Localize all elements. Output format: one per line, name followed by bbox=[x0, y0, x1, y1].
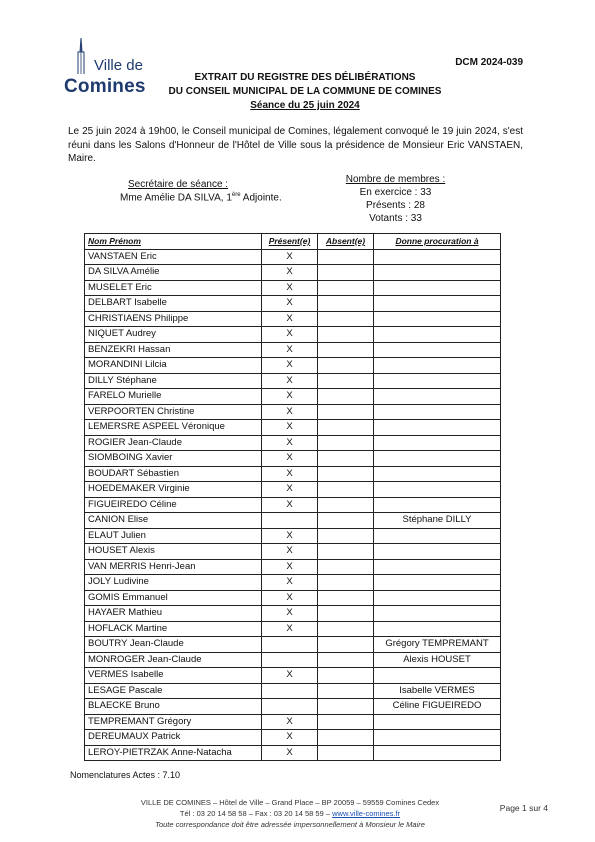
cell-name: BENZEKRI Hassan bbox=[85, 342, 262, 358]
cell-name: JOLY Ludivine bbox=[85, 575, 262, 591]
cell-procuration bbox=[374, 327, 501, 343]
cell-procuration bbox=[374, 311, 501, 327]
header-absent: Absent(e) bbox=[318, 234, 374, 250]
deliberation-reference: DCM 2024-039 bbox=[455, 57, 523, 68]
cell-present: X bbox=[262, 327, 318, 343]
table-row bbox=[85, 730, 501, 746]
cell-present: X bbox=[262, 497, 318, 513]
cell-absent bbox=[318, 327, 374, 343]
table-row bbox=[85, 668, 501, 684]
cell-name: LEMERSRE ASPEEL Véronique bbox=[85, 420, 262, 436]
cell-present: X bbox=[262, 404, 318, 420]
cell-absent bbox=[318, 435, 374, 451]
cell-present: X bbox=[262, 528, 318, 544]
cell-name: VERPOORTEN Christine bbox=[85, 404, 262, 420]
cell-name: VERMES Isabelle bbox=[85, 668, 262, 684]
cell-absent bbox=[318, 606, 374, 622]
members-present: Présents : 28 bbox=[366, 200, 425, 211]
table-row bbox=[85, 683, 501, 699]
cell-absent bbox=[318, 342, 374, 358]
cell-name: FIGUEIREDO Céline bbox=[85, 497, 262, 513]
cell-procuration bbox=[374, 358, 501, 374]
table-row bbox=[85, 699, 501, 715]
cell-name: DA SILVA Amélie bbox=[85, 265, 262, 281]
cell-absent bbox=[318, 280, 374, 296]
secretary-name: Mme Amélie DA SILVA, 1ère Adjointe. bbox=[120, 192, 282, 204]
cell-present bbox=[262, 699, 318, 715]
cell-procuration bbox=[374, 389, 501, 405]
table-row bbox=[85, 637, 501, 653]
cell-procuration bbox=[374, 497, 501, 513]
table-row bbox=[85, 482, 501, 498]
table-row bbox=[85, 590, 501, 606]
cell-name: BOUDART Sébastien bbox=[85, 466, 262, 482]
cell-present: X bbox=[262, 621, 318, 637]
cell-absent bbox=[318, 668, 374, 684]
cell-present: X bbox=[262, 482, 318, 498]
cell-name: DEREUMAUX Patrick bbox=[85, 730, 262, 746]
cell-name: ELAUT Julien bbox=[85, 528, 262, 544]
cell-absent bbox=[318, 373, 374, 389]
cell-name: MONROGER Jean-Claude bbox=[85, 652, 262, 668]
attendance-header-row bbox=[85, 234, 501, 250]
table-row bbox=[85, 606, 501, 622]
ville-de-comines-logo bbox=[64, 38, 150, 96]
header-procuration: Donne procuration à bbox=[374, 234, 501, 250]
cell-procuration bbox=[374, 590, 501, 606]
cell-name: HOEDEMAKER Virginie bbox=[85, 482, 262, 498]
cell-present: X bbox=[262, 714, 318, 730]
cell-name: MORANDINI Lilcia bbox=[85, 358, 262, 374]
table-row bbox=[85, 528, 501, 544]
document-title-line1: EXTRAIT DU REGISTRE DES DÉLIBÉRATIONS bbox=[194, 72, 416, 83]
cell-procuration bbox=[374, 466, 501, 482]
table-row bbox=[85, 466, 501, 482]
table-row bbox=[85, 420, 501, 436]
cell-name: GOMIS Emmanuel bbox=[85, 590, 262, 606]
table-row bbox=[85, 327, 501, 343]
table-row bbox=[85, 559, 501, 575]
cell-present: X bbox=[262, 311, 318, 327]
table-row bbox=[85, 497, 501, 513]
cell-name: HOFLACK Martine bbox=[85, 621, 262, 637]
cell-procuration bbox=[374, 575, 501, 591]
cell-absent bbox=[318, 621, 374, 637]
cell-name: MUSELET Eric bbox=[85, 280, 262, 296]
cell-present: X bbox=[262, 389, 318, 405]
table-row bbox=[85, 652, 501, 668]
table-row bbox=[85, 296, 501, 312]
table-row bbox=[85, 342, 501, 358]
cell-procuration bbox=[374, 420, 501, 436]
table-row bbox=[85, 373, 501, 389]
cell-absent bbox=[318, 714, 374, 730]
cell-present: X bbox=[262, 466, 318, 482]
cell-absent bbox=[318, 296, 374, 312]
cell-absent bbox=[318, 265, 374, 281]
table-row bbox=[85, 435, 501, 451]
footer-contact: Tél : 03 20 14 58 58 – Fax : 03 20 14 58 59 – www.ville-comines.fr bbox=[179, 809, 401, 818]
secretary-label: Secrétaire de séance : bbox=[128, 179, 229, 190]
cell-procuration bbox=[374, 559, 501, 575]
members-voting: Votants : 33 bbox=[369, 213, 422, 224]
cell-absent bbox=[318, 466, 374, 482]
cell-procuration bbox=[374, 606, 501, 622]
cell-procuration bbox=[374, 265, 501, 281]
cell-name: HOUSET Alexis bbox=[85, 544, 262, 560]
cell-present: X bbox=[262, 451, 318, 467]
cell-name: LEROY-PIETRZAK Anne-Natacha bbox=[85, 745, 262, 761]
members-in-office: En exercice : 33 bbox=[359, 187, 432, 198]
cell-absent bbox=[318, 559, 374, 575]
cell-name: BLAECKE Bruno bbox=[85, 699, 262, 715]
cell-present: X bbox=[262, 668, 318, 684]
members-label: Nombre de membres : bbox=[345, 174, 446, 185]
cell-procuration: Céline FIGUEIREDO bbox=[374, 699, 501, 715]
table-row bbox=[85, 575, 501, 591]
cell-absent bbox=[318, 544, 374, 560]
cell-present: X bbox=[262, 606, 318, 622]
cell-name: DELBART Isabelle bbox=[85, 296, 262, 312]
cell-absent bbox=[318, 730, 374, 746]
cell-absent bbox=[318, 249, 374, 265]
intro-paragraph: Le 25 juin 2024 à 19h00, le Conseil municipal de Comines, légalement convoqué le 19 juin 2024, s'est réuni dans les Salons d'Honneur de l'Hôtel de Ville sous la présidence de Monsieur Eric VANSTAEN, Maire. bbox=[68, 126, 523, 164]
cell-absent bbox=[318, 699, 374, 715]
table-row bbox=[85, 451, 501, 467]
cell-absent bbox=[318, 683, 374, 699]
cell-name: VAN MERRIS Henri-Jean bbox=[85, 559, 262, 575]
cell-absent bbox=[318, 652, 374, 668]
cell-absent bbox=[318, 451, 374, 467]
cell-absent bbox=[318, 637, 374, 653]
footer-address: VILLE DE COMINES – Hôtel de Ville – Grand Place – BP 20059 – 59559 Comines Cedex bbox=[140, 798, 440, 807]
cell-procuration bbox=[374, 404, 501, 420]
nomenclature-note: Nomenclatures Actes : 7.10 bbox=[70, 770, 181, 780]
table-row bbox=[85, 311, 501, 327]
cell-present: X bbox=[262, 358, 318, 374]
cell-present bbox=[262, 637, 318, 653]
cell-procuration bbox=[374, 528, 501, 544]
page-number: Page 1 sur 4 bbox=[499, 803, 548, 813]
cell-absent bbox=[318, 389, 374, 405]
cell-absent bbox=[318, 482, 374, 498]
cell-present: X bbox=[262, 265, 318, 281]
table-row bbox=[85, 714, 501, 730]
church-spire-icon bbox=[74, 38, 88, 74]
cell-absent bbox=[318, 745, 374, 761]
cell-name: BOUTRY Jean-Claude bbox=[85, 637, 262, 653]
cell-absent bbox=[318, 513, 374, 529]
cell-absent bbox=[318, 420, 374, 436]
cell-procuration: Grégory TEMPREMANT bbox=[374, 637, 501, 653]
cell-absent bbox=[318, 404, 374, 420]
cell-procuration bbox=[374, 373, 501, 389]
cell-present: X bbox=[262, 590, 318, 606]
cell-procuration bbox=[374, 342, 501, 358]
website-link[interactable]: www.ville-comines.fr bbox=[332, 809, 401, 818]
cell-procuration bbox=[374, 714, 501, 730]
cell-name: VANSTAEN Eric bbox=[85, 249, 262, 265]
header-present: Présent(e) bbox=[262, 234, 318, 250]
table-row bbox=[85, 249, 501, 265]
cell-name: LESAGE Pascale bbox=[85, 683, 262, 699]
cell-procuration: Stéphane DILLY bbox=[374, 513, 501, 529]
cell-name: TEMPREMANT Grégory bbox=[85, 714, 262, 730]
cell-present: X bbox=[262, 730, 318, 746]
cell-procuration bbox=[374, 544, 501, 560]
cell-absent bbox=[318, 590, 374, 606]
logo-comines-text: Comines bbox=[64, 76, 146, 97]
cell-absent bbox=[318, 497, 374, 513]
cell-name: NIQUET Audrey bbox=[85, 327, 262, 343]
cell-present: X bbox=[262, 435, 318, 451]
cell-procuration: Alexis HOUSET bbox=[374, 652, 501, 668]
cell-procuration bbox=[374, 482, 501, 498]
table-row bbox=[85, 280, 501, 296]
cell-present bbox=[262, 652, 318, 668]
table-row bbox=[85, 513, 501, 529]
cell-present: X bbox=[262, 745, 318, 761]
cell-present: X bbox=[262, 280, 318, 296]
attendance-table bbox=[84, 233, 501, 761]
footer-correspondence-note: Toute correspondance doit être adressée impersonnellement à Monsieur le Maire bbox=[155, 820, 425, 829]
cell-present: X bbox=[262, 249, 318, 265]
cell-present: X bbox=[262, 342, 318, 358]
table-row bbox=[85, 745, 501, 761]
table-row bbox=[85, 265, 501, 281]
cell-present: X bbox=[262, 559, 318, 575]
cell-absent bbox=[318, 311, 374, 327]
cell-present: X bbox=[262, 420, 318, 436]
cell-procuration bbox=[374, 668, 501, 684]
cell-procuration bbox=[374, 435, 501, 451]
logo-ville-text: Ville de bbox=[94, 57, 143, 74]
document-title-line2: DU CONSEIL MUNICIPAL DE LA COMMUNE DE COMINES bbox=[168, 86, 442, 97]
cell-name: CHRISTIAENS Philippe bbox=[85, 311, 262, 327]
cell-name: FARELO Murielle bbox=[85, 389, 262, 405]
cell-procuration bbox=[374, 249, 501, 265]
cell-present: X bbox=[262, 544, 318, 560]
table-row bbox=[85, 404, 501, 420]
table-row bbox=[85, 544, 501, 560]
cell-procuration bbox=[374, 451, 501, 467]
cell-procuration bbox=[374, 296, 501, 312]
cell-name: CANION Elise bbox=[85, 513, 262, 529]
cell-present: X bbox=[262, 575, 318, 591]
cell-absent bbox=[318, 528, 374, 544]
cell-present bbox=[262, 683, 318, 699]
cell-name: ROGIER Jean-Claude bbox=[85, 435, 262, 451]
cell-procuration bbox=[374, 730, 501, 746]
cell-name: DILLY Stéphane bbox=[85, 373, 262, 389]
cell-present: X bbox=[262, 373, 318, 389]
table-row bbox=[85, 389, 501, 405]
cell-absent bbox=[318, 358, 374, 374]
cell-present: X bbox=[262, 296, 318, 312]
seance-date-title: Séance du 25 juin 2024 bbox=[250, 100, 360, 111]
cell-procuration: Isabelle VERMES bbox=[374, 683, 501, 699]
table-row bbox=[85, 358, 501, 374]
cell-absent bbox=[318, 575, 374, 591]
header-nom-prenom: Nom Prénom bbox=[85, 234, 262, 250]
cell-procuration bbox=[374, 745, 501, 761]
cell-name: SIOMBOING Xavier bbox=[85, 451, 262, 467]
cell-procuration bbox=[374, 280, 501, 296]
table-row bbox=[85, 621, 501, 637]
cell-name: HAYAER Mathieu bbox=[85, 606, 262, 622]
cell-procuration bbox=[374, 621, 501, 637]
cell-present bbox=[262, 513, 318, 529]
